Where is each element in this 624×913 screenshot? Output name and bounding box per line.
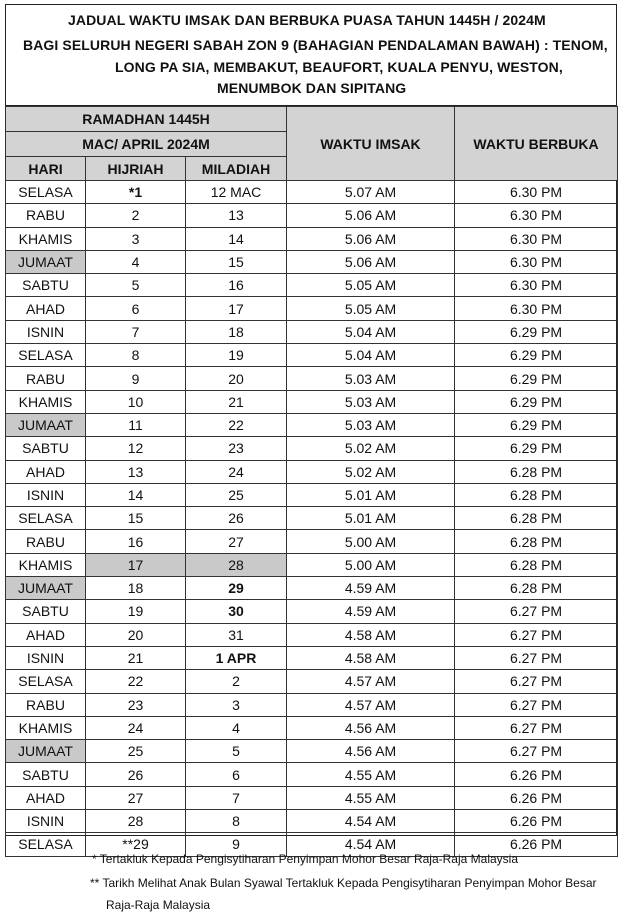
cell-miladiah: 30 — [186, 600, 287, 623]
cell-hari: ISNIN — [6, 810, 86, 833]
cell-hari: RABU — [6, 693, 86, 716]
table-row — [6, 460, 618, 483]
cell-miladiah: 22 — [186, 413, 287, 436]
cell-waktu-berbuka: 6.30 PM — [455, 250, 618, 273]
cell-hijriah: 28 — [86, 810, 186, 833]
table-row — [6, 227, 618, 250]
cell-waktu-berbuka: 6.26 PM — [455, 833, 618, 856]
header-waktu-berbuka: WAKTU BERBUKA — [455, 107, 618, 181]
header-ramadhan: RAMADHAN 1445H — [6, 107, 287, 132]
cell-hijriah: **29 — [86, 833, 186, 856]
cell-miladiah: 24 — [186, 460, 287, 483]
table-row — [6, 507, 618, 530]
cell-hijriah: 16 — [86, 530, 186, 553]
cell-waktu-berbuka: 6.29 PM — [455, 413, 618, 436]
cell-waktu-imsak: 5.06 AM — [287, 204, 455, 227]
cell-waktu-imsak: 5.07 AM — [287, 181, 455, 204]
header-waktu-imsak: WAKTU IMSAK — [287, 107, 455, 181]
schedule-table — [5, 106, 618, 857]
cell-hari: AHAD — [6, 623, 86, 646]
header-month: MAC/ APRIL 2024M — [6, 132, 287, 157]
cell-waktu-berbuka: 6.26 PM — [455, 786, 618, 809]
cell-miladiah: 14 — [186, 227, 287, 250]
cell-waktu-imsak: 5.00 AM — [287, 553, 455, 576]
cell-hari: RABU — [6, 367, 86, 390]
cell-hari: SELASA — [6, 507, 86, 530]
cell-hari: RABU — [6, 530, 86, 553]
table-row — [6, 693, 618, 716]
table-row — [6, 716, 618, 739]
cell-hari: KHAMIS — [6, 227, 86, 250]
cell-hijriah: 3 — [86, 227, 186, 250]
cell-waktu-berbuka: 6.29 PM — [455, 344, 618, 367]
cell-hijriah: 12 — [86, 437, 186, 460]
cell-miladiah: 6 — [186, 763, 287, 786]
cell-miladiah: 31 — [186, 623, 287, 646]
cell-hijriah: 24 — [86, 716, 186, 739]
table-row — [6, 810, 618, 833]
cell-hijriah: 18 — [86, 577, 186, 600]
cell-hijriah: 4 — [86, 250, 186, 273]
cell-miladiah: 4 — [186, 716, 287, 739]
cell-waktu-berbuka: 6.30 PM — [455, 274, 618, 297]
cell-waktu-berbuka: 6.29 PM — [455, 437, 618, 460]
table-row — [6, 413, 618, 436]
cell-waktu-berbuka: 6.27 PM — [455, 623, 618, 646]
cell-waktu-berbuka: 6.27 PM — [455, 670, 618, 693]
table-row — [6, 530, 618, 553]
cell-miladiah: 25 — [186, 483, 287, 506]
cell-hijriah: 23 — [86, 693, 186, 716]
title-line-3: LONG PA SIA, MEMBAKUT, BEAUFORT, KUALA PENYU, WESTON, — [115, 59, 563, 75]
title-block — [5, 4, 617, 106]
title-line-4: MENUMBOK DAN SIPITANG — [217, 80, 407, 96]
cell-waktu-berbuka: 6.28 PM — [455, 530, 618, 553]
cell-hari: KHAMIS — [6, 553, 86, 576]
footnote-2-line-1: ** Tarikh Melihat Anak Bulan Syawal Tertakluk Kepada Pengisytiharan Penyimpan Mohor Besar — [90, 876, 597, 890]
cell-waktu-imsak: 4.57 AM — [287, 670, 455, 693]
cell-waktu-imsak: 5.02 AM — [287, 460, 455, 483]
header-miladiah: MILADIAH — [186, 157, 287, 181]
cell-waktu-berbuka: 6.27 PM — [455, 646, 618, 669]
cell-hijriah: 10 — [86, 390, 186, 413]
cell-hari: RABU — [6, 204, 86, 227]
table-row — [6, 204, 618, 227]
cell-waktu-berbuka: 6.27 PM — [455, 716, 618, 739]
table-row — [6, 437, 618, 460]
cell-miladiah: 13 — [186, 204, 287, 227]
cell-miladiah: 5 — [186, 740, 287, 763]
table-row — [6, 600, 618, 623]
cell-waktu-berbuka: 6.30 PM — [455, 227, 618, 250]
cell-miladiah: 9 — [186, 833, 287, 856]
cell-waktu-berbuka: 6.29 PM — [455, 390, 618, 413]
cell-waktu-imsak: 5.00 AM — [287, 530, 455, 553]
table-row — [6, 320, 618, 343]
cell-waktu-imsak: 4.59 AM — [287, 600, 455, 623]
cell-miladiah: 28 — [186, 553, 287, 576]
title-line-1: JADUAL WAKTU IMSAK DAN BERBUKA PUASA TAHUN 1445H / 2024M — [68, 12, 546, 28]
cell-hari: SABTU — [6, 763, 86, 786]
cell-hijriah: 9 — [86, 367, 186, 390]
table-row — [6, 623, 618, 646]
cell-waktu-berbuka: 6.28 PM — [455, 483, 618, 506]
cell-hari: ISNIN — [6, 646, 86, 669]
table-row — [6, 181, 618, 204]
cell-hijriah: 8 — [86, 344, 186, 367]
table-row — [6, 553, 618, 576]
cell-waktu-berbuka: 6.26 PM — [455, 763, 618, 786]
header-hijriah: HIJRIAH — [86, 157, 186, 181]
cell-hijriah: 21 — [86, 646, 186, 669]
cell-hijriah: 13 — [86, 460, 186, 483]
cell-hari: AHAD — [6, 460, 86, 483]
cell-waktu-imsak: 4.58 AM — [287, 646, 455, 669]
cell-miladiah: 20 — [186, 367, 287, 390]
table-row — [6, 367, 618, 390]
cell-waktu-berbuka: 6.29 PM — [455, 320, 618, 343]
cell-hari: JUMAAT — [6, 413, 86, 436]
cell-hari: JUMAAT — [6, 250, 86, 273]
cell-waktu-imsak: 4.56 AM — [287, 716, 455, 739]
cell-hijriah: 2 — [86, 204, 186, 227]
table-row — [6, 786, 618, 809]
cell-hijriah: 20 — [86, 623, 186, 646]
cell-waktu-imsak: 4.54 AM — [287, 810, 455, 833]
cell-miladiah: 21 — [186, 390, 287, 413]
cell-waktu-berbuka: 6.27 PM — [455, 693, 618, 716]
table-row — [6, 577, 618, 600]
cell-miladiah: 2 — [186, 670, 287, 693]
cell-hijriah: 7 — [86, 320, 186, 343]
cell-waktu-berbuka: 6.27 PM — [455, 740, 618, 763]
cell-waktu-imsak: 4.54 AM — [287, 833, 455, 856]
cell-miladiah: 1 APR — [186, 646, 287, 669]
cell-miladiah: 19 — [186, 344, 287, 367]
cell-waktu-imsak: 4.55 AM — [287, 763, 455, 786]
cell-waktu-imsak: 4.55 AM — [287, 786, 455, 809]
cell-hari: AHAD — [6, 297, 86, 320]
table-row — [6, 250, 618, 273]
cell-hijriah: 5 — [86, 274, 186, 297]
cell-waktu-imsak: 5.03 AM — [287, 367, 455, 390]
table-row — [6, 740, 618, 763]
cell-waktu-berbuka: 6.28 PM — [455, 507, 618, 530]
cell-miladiah: 12 MAC — [186, 181, 287, 204]
table-row — [6, 390, 618, 413]
cell-hari: JUMAAT — [6, 740, 86, 763]
cell-waktu-imsak: 4.59 AM — [287, 577, 455, 600]
cell-waktu-imsak: 5.06 AM — [287, 227, 455, 250]
cell-hari: SABTU — [6, 274, 86, 297]
cell-waktu-berbuka: 6.30 PM — [455, 204, 618, 227]
cell-waktu-berbuka: 6.30 PM — [455, 181, 618, 204]
table-row — [6, 646, 618, 669]
title-line-2: BAGI SELURUH NEGERI SABAH ZON 9 (BAHAGIAN PENDALAMAN BAWAH) : TENOM, — [23, 37, 608, 53]
cell-hijriah: 11 — [86, 413, 186, 436]
cell-waktu-berbuka: 6.28 PM — [455, 460, 618, 483]
cell-waktu-imsak: 5.05 AM — [287, 297, 455, 320]
cell-waktu-berbuka: 6.28 PM — [455, 577, 618, 600]
cell-hijriah: 19 — [86, 600, 186, 623]
cell-waktu-berbuka: 6.30 PM — [455, 297, 618, 320]
cell-miladiah: 26 — [186, 507, 287, 530]
cell-hijriah: 22 — [86, 670, 186, 693]
cell-hari: SABTU — [6, 600, 86, 623]
cell-miladiah: 15 — [186, 250, 287, 273]
cell-waktu-imsak: 4.56 AM — [287, 740, 455, 763]
cell-hari: SELASA — [6, 344, 86, 367]
cell-miladiah: 27 — [186, 530, 287, 553]
cell-waktu-imsak: 5.03 AM — [287, 413, 455, 436]
cell-hari: KHAMIS — [6, 390, 86, 413]
cell-miladiah: 29 — [186, 577, 287, 600]
cell-waktu-imsak: 5.03 AM — [287, 390, 455, 413]
cell-miladiah: 16 — [186, 274, 287, 297]
cell-waktu-berbuka: 6.29 PM — [455, 367, 618, 390]
footnote-1: * Tertakluk Kepada Pengisytiharan Penyimpan Mohor Besar Raja-Raja Malaysia — [92, 852, 518, 866]
table-row — [6, 344, 618, 367]
cell-waktu-berbuka: 6.27 PM — [455, 600, 618, 623]
cell-miladiah: 18 — [186, 320, 287, 343]
cell-hijriah: *1 — [86, 181, 186, 204]
cell-hari: SELASA — [6, 181, 86, 204]
cell-miladiah: 3 — [186, 693, 287, 716]
cell-hari: ISNIN — [6, 320, 86, 343]
cell-waktu-berbuka: 6.26 PM — [455, 810, 618, 833]
cell-hijriah: 15 — [86, 507, 186, 530]
table-row — [6, 274, 618, 297]
header-hari: HARI — [6, 157, 86, 181]
cell-hijriah: 26 — [86, 763, 186, 786]
cell-miladiah: 23 — [186, 437, 287, 460]
cell-hijriah: 25 — [86, 740, 186, 763]
cell-miladiah: 7 — [186, 786, 287, 809]
cell-miladiah: 8 — [186, 810, 287, 833]
cell-waktu-imsak: 5.06 AM — [287, 250, 455, 273]
cell-miladiah: 17 — [186, 297, 287, 320]
table-row — [6, 763, 618, 786]
cell-waktu-imsak: 5.01 AM — [287, 507, 455, 530]
cell-hari: SELASA — [6, 670, 86, 693]
cell-waktu-imsak: 4.57 AM — [287, 693, 455, 716]
cell-waktu-imsak: 5.02 AM — [287, 437, 455, 460]
cell-waktu-imsak: 5.01 AM — [287, 483, 455, 506]
cell-hijriah: 6 — [86, 297, 186, 320]
table-row — [6, 670, 618, 693]
cell-hari: KHAMIS — [6, 716, 86, 739]
cell-waktu-imsak: 5.04 AM — [287, 320, 455, 343]
footnote-2-line-2: Raja-Raja Malaysia — [106, 898, 211, 912]
cell-hijriah: 14 — [86, 483, 186, 506]
cell-hari: AHAD — [6, 786, 86, 809]
cell-hari: ISNIN — [6, 483, 86, 506]
table-row — [6, 297, 618, 320]
cell-hijriah: 27 — [86, 786, 186, 809]
cell-hijriah: 17 — [86, 553, 186, 576]
cell-hari: SABTU — [6, 437, 86, 460]
table-row — [6, 483, 618, 506]
cell-hari: JUMAAT — [6, 577, 86, 600]
cell-waktu-imsak: 5.04 AM — [287, 344, 455, 367]
cell-waktu-berbuka: 6.28 PM — [455, 553, 618, 576]
cell-waktu-imsak: 4.58 AM — [287, 623, 455, 646]
cell-waktu-imsak: 5.05 AM — [287, 274, 455, 297]
cell-hari: SELASA — [6, 833, 86, 856]
